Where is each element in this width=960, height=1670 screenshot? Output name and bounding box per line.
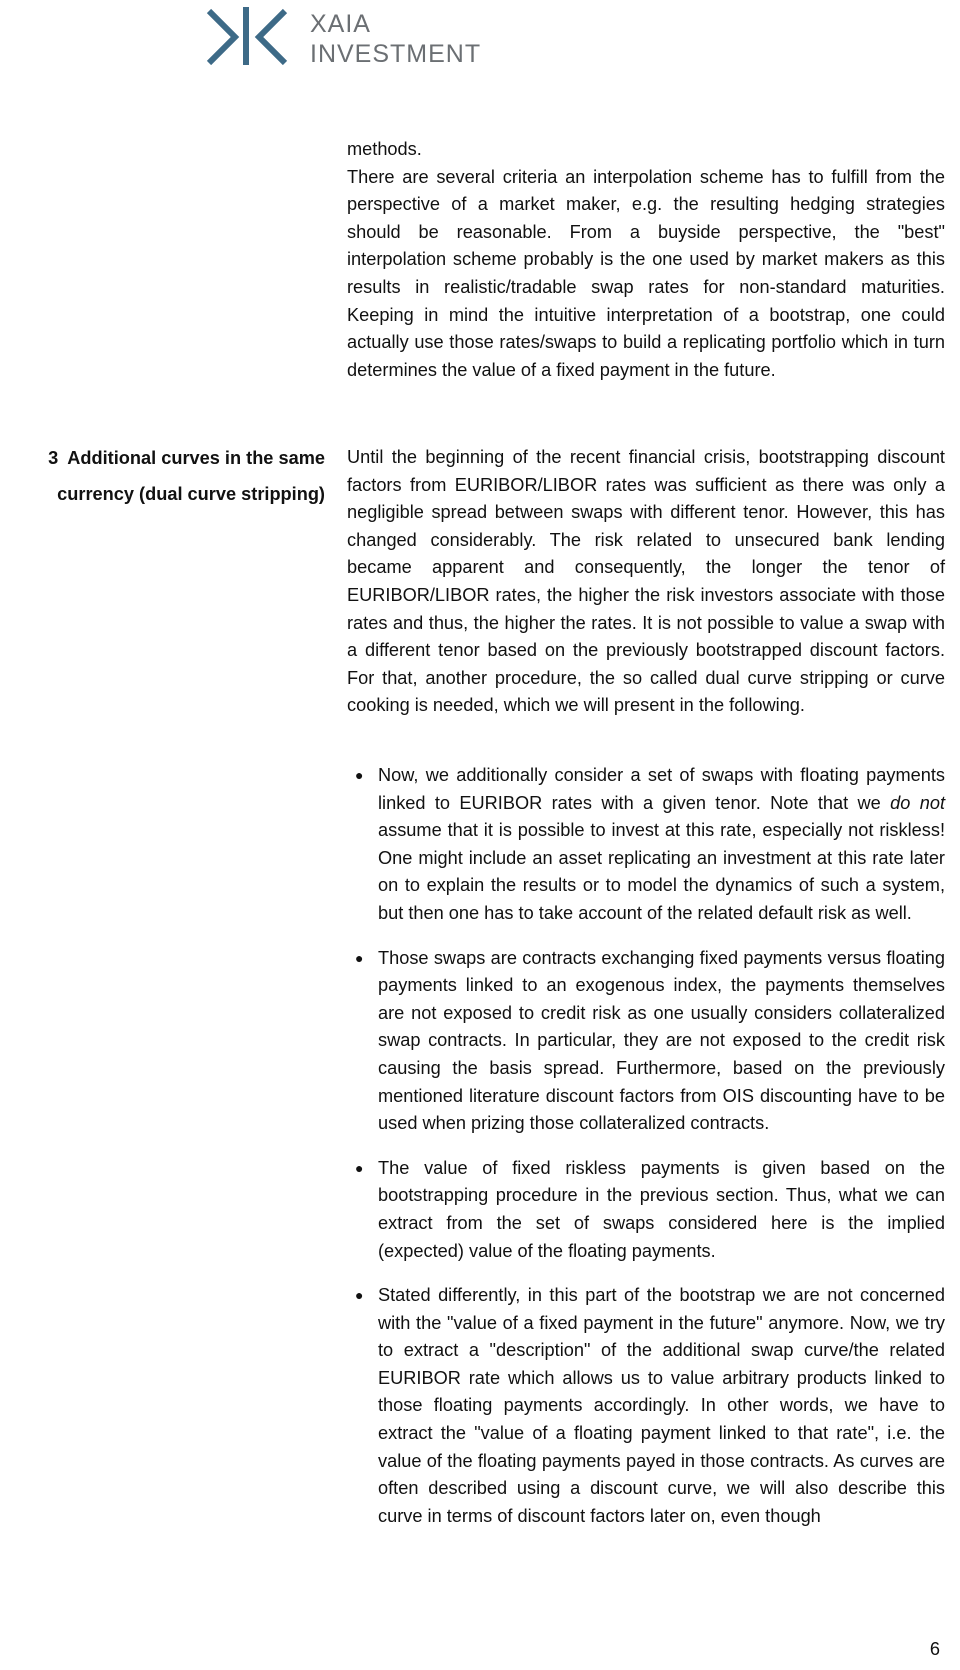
section-number: 3 (48, 448, 59, 468)
list-item: ● The value of fixed riskless payments is given based on the bootstrapping procedure in the previous section. Thus, what we can extract from the set of swaps considered here is the implied (expected) value of the floating payments. (347, 1155, 945, 1265)
logo-wordmark (310, 9, 481, 69)
bullet-icon: ● (355, 1287, 364, 1304)
section-heading (0, 444, 325, 516)
section-body (347, 444, 945, 720)
bullet-icon: ● (355, 949, 364, 966)
logo-line-1: XAIA (310, 10, 371, 38)
list-item: ● Those swaps are contracts exchanging fixed payments versus floating payments linked to an exogenous index, the payments themselves are not exposed to credit risk as one usually considers collateralized swap contracts. In particular, they are not exposed to the credit risk causing the basis spread. Furthermore, based on the previously mentioned literature discount factors from OIS discounting have to be used when prizing those collateralized contracts. (347, 945, 945, 1138)
section-title-1: Additional curves in the same (67, 448, 325, 468)
list-item: ● Now, we additionally consider a set of swaps with floating payments linked to EURIBOR rates with a given tenor. Note that we do not assume that it is possible to invest at this rate, especially not riskless! One might include an asset replicating an investment at this rate later on to explain the results or to model the dynamics of such a system, but then one has to take account of the related default risk as well. (347, 762, 945, 928)
company-logo (205, 5, 525, 68)
list-item: ● Stated differently, in this part of the bootstrap we are not concerned with the "value of a fixed payment in the future" anymore. Now, we try to extract a "description" of the additional swap curve/the related EURIBOR rate which allows us to value arbitrary products linked to those floating payments accordingly. In other words, we have to extract the "value of a floating payment linked to that rate", i.e. the value of the floating payments payed in those contracts. As curves are often described using a discount curve, we will also describe this curve in terms of discount factors later on, even though (347, 1282, 945, 1530)
bullet-icon: ● (355, 767, 364, 783)
bullet-icon: ● (355, 1159, 364, 1176)
emphasis: do not (890, 792, 945, 813)
section-paragraph: Until the beginning of the recent financial crisis, bootstrapping discount factors from EURIBOR/LIBOR rates was sufficient as there was only a negligible spread between swaps with different tenor. However, this has changed considerably. The risk related to unsecured bank lending became apparent and consequently, the longer the tenor of EURIBOR/LIBOR rates, the higher the risk investors associate with those rates and thus, the higher the rates. It is not possible to value a swap with a different tenor based on the previously bootstrapped discount factors. For that, another procedure, the so called dual curve stripping or curve cooking is needed, which we will present in the following. (347, 447, 945, 716)
page-number: 6 (929, 1639, 940, 1659)
bullet-list (347, 762, 945, 1547)
section-heading-line-1 (0, 444, 325, 472)
intro-continuation: methods. (347, 139, 422, 159)
section-heading-line-2: currency (dual curve stripping) (57, 484, 325, 504)
intro-block (347, 136, 945, 384)
intro-paragraph: There are several criteria an interpolation scheme has to fulfill from the perspective of a market maker, e.g. the resulting hedging strategies should be reasonable. From a buyside perspective, the "best" interpolation scheme probably is the one used by market makers as this results in realistic/tradable swap rates for non-standard maturities. Keeping in mind the intuitive interpretation of a bootstrap, one could actually use those rates/swaps to build a replicating portfolio which in turn determines the value of a fixed payment in the future. (347, 166, 945, 380)
logo-line-2: INVESTMENT (310, 40, 482, 68)
xaia-chevron-logo-icon (205, 5, 295, 65)
